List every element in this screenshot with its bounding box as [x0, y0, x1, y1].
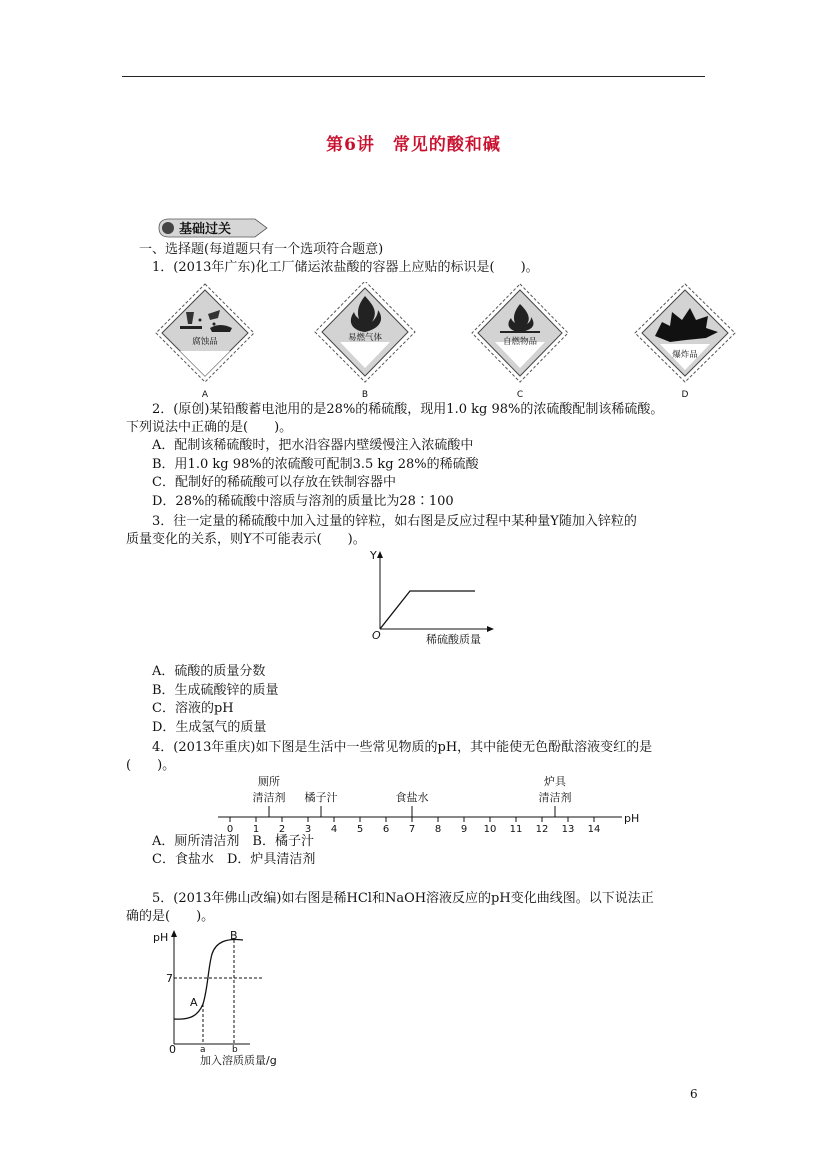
q3-option-a: A．硫酸的质量分数	[152, 664, 266, 679]
q4-options-line1: A．厕所清洁剂 B．橘子汁	[152, 834, 314, 849]
sign-b-flammable-gas	[315, 282, 415, 400]
q3-graph	[360, 545, 520, 650]
ph-marker-label-0: 清洁剂	[252, 791, 286, 804]
q1-hazard-signs	[150, 282, 750, 400]
q2-stem-line2: 下列说法中正确的是( )。	[126, 420, 293, 435]
svg-text:B: B	[361, 390, 369, 400]
header-rule	[122, 76, 705, 77]
q3-option-b: B．生成硫酸锌的质量	[152, 683, 279, 698]
q3-option-d: D．生成氢气的质量	[152, 720, 267, 735]
q4-stem-line2: ( )。	[126, 758, 176, 773]
q3-y-label: Y	[370, 549, 377, 562]
ph-tick-label-5: 5	[356, 824, 364, 835]
q5-y-tick-7: 7	[166, 972, 173, 985]
ph-marker-label-2: 食盐水	[395, 791, 429, 804]
ph-tick-label-8: 8	[434, 824, 442, 835]
badge-label: 基础过关	[179, 222, 232, 237]
q5-x-a: a	[200, 1045, 206, 1055]
svg-text:易燃气体: 易燃气体	[347, 333, 383, 343]
ph-tick-label-10: 10	[483, 824, 497, 835]
svg-text:腐蚀品: 腐蚀品	[192, 337, 218, 347]
ph-unit-label: pH	[624, 812, 640, 825]
q3-stem-line2: 质量变化的关系，则Y不可能表示( )。	[126, 532, 366, 547]
ph-tick-label-11: 11	[509, 824, 523, 835]
q5-stem-line1: 5．(2013年佛山改编)如右图是稀HCl和NaOH溶液反应的pH变化曲线图。以下说法正	[152, 891, 654, 906]
q5-stem-line2: 确的是( )。	[126, 909, 215, 924]
q3-curve	[380, 591, 475, 629]
q2-option-a: A．配制该稀硫酸时，把水沿容器内壁缓慢注入浓硫酸中	[152, 438, 474, 453]
q5-x-label: 加入溶质质量/g	[200, 1054, 277, 1067]
sign-d-explosive	[635, 284, 735, 400]
badge-dot-icon	[162, 222, 174, 234]
q5-curve	[174, 940, 243, 1020]
q3-origin: O	[372, 629, 381, 642]
q5-origin: 0	[169, 1043, 176, 1056]
q2-option-b: B．用1.0 kg 98%的浓硫酸可配制3.5 kg 28%的稀硫酸	[152, 457, 479, 472]
ph-marker-label-3: 清洁剂	[538, 791, 572, 804]
ph-marker-label-top-0: 厕所	[258, 775, 280, 788]
q3-x-label: 稀硫酸质量	[426, 633, 481, 646]
ph-tick-label-0: 0	[226, 824, 234, 835]
svg-text:自燃物品: 自燃物品	[502, 337, 538, 347]
ph-tick-label-1: 1	[252, 824, 260, 835]
ph-tick-label-14: 14	[587, 824, 601, 835]
q2-stem-line1: 2．(原创)某铅酸蓄电池用的是28%的稀硫酸，现用1.0 kg 98%的浓硫酸配制该稀硫酸。	[152, 402, 664, 417]
q2-option-d: D．28%的稀硫酸中溶质与溶剂的质量比为28∶100	[152, 494, 454, 509]
q3-option-c: C．溶液的pH	[152, 701, 234, 716]
q4-stem-line1: 4．(2013年重庆)如下图是生活中一些常见物质的pH，其中能使无色酚酞溶液变红的是	[152, 740, 653, 755]
q5-y-label: pH	[153, 931, 169, 944]
svg-text:A: A	[201, 390, 209, 400]
svg-text:D: D	[681, 390, 689, 400]
q4-options-line2: C．食盐水 D．炉具清洁剂	[152, 852, 316, 867]
ph-marker-label-1: 橘子汁	[304, 791, 338, 804]
section-heading: 一、选择题(每道题只有一个选项符合题意)	[139, 242, 384, 257]
page-number: 6	[690, 1087, 698, 1101]
ph-tick-label-3: 3	[304, 824, 312, 835]
q2-option-c: C．配制好的稀硫酸可以存放在铁制容器中	[152, 475, 396, 490]
sign-a-corrosive	[156, 284, 254, 400]
q3-stem-line1: 3．往一定量的稀硫酸中加入过量的锌粒，如右图是反应过程中某种量Y随加入锌粒的	[152, 514, 637, 529]
ph-tick-label-2: 2	[278, 824, 286, 835]
q5-x-b: b	[232, 1045, 238, 1055]
ph-tick-label-4: 4	[330, 824, 338, 835]
q5-point-b: B	[230, 929, 238, 942]
ph-tick-label-6: 6	[382, 824, 390, 835]
sign-c-spontaneous	[472, 284, 568, 400]
ph-tick-label-7: 7	[408, 824, 416, 835]
q1-stem: 1．(2013年广东)化工厂储运浓盐酸的容器上应贴的标识是( )。	[152, 260, 539, 275]
ph-marker-label-top-3: 炉具	[544, 775, 566, 788]
ph-tick-label-9: 9	[460, 824, 468, 835]
q5-point-a: A	[190, 996, 198, 1009]
svg-text:C: C	[516, 390, 524, 400]
q5-graph	[150, 924, 310, 1068]
ph-tick-label-13: 13	[561, 824, 575, 835]
svg-text:爆炸品: 爆炸品	[672, 350, 698, 360]
page-title: 第6讲 常见的酸和碱	[326, 135, 501, 155]
section-badge	[157, 218, 269, 238]
q4-ph-scale	[210, 772, 650, 840]
ph-tick-label-12: 12	[535, 824, 549, 835]
